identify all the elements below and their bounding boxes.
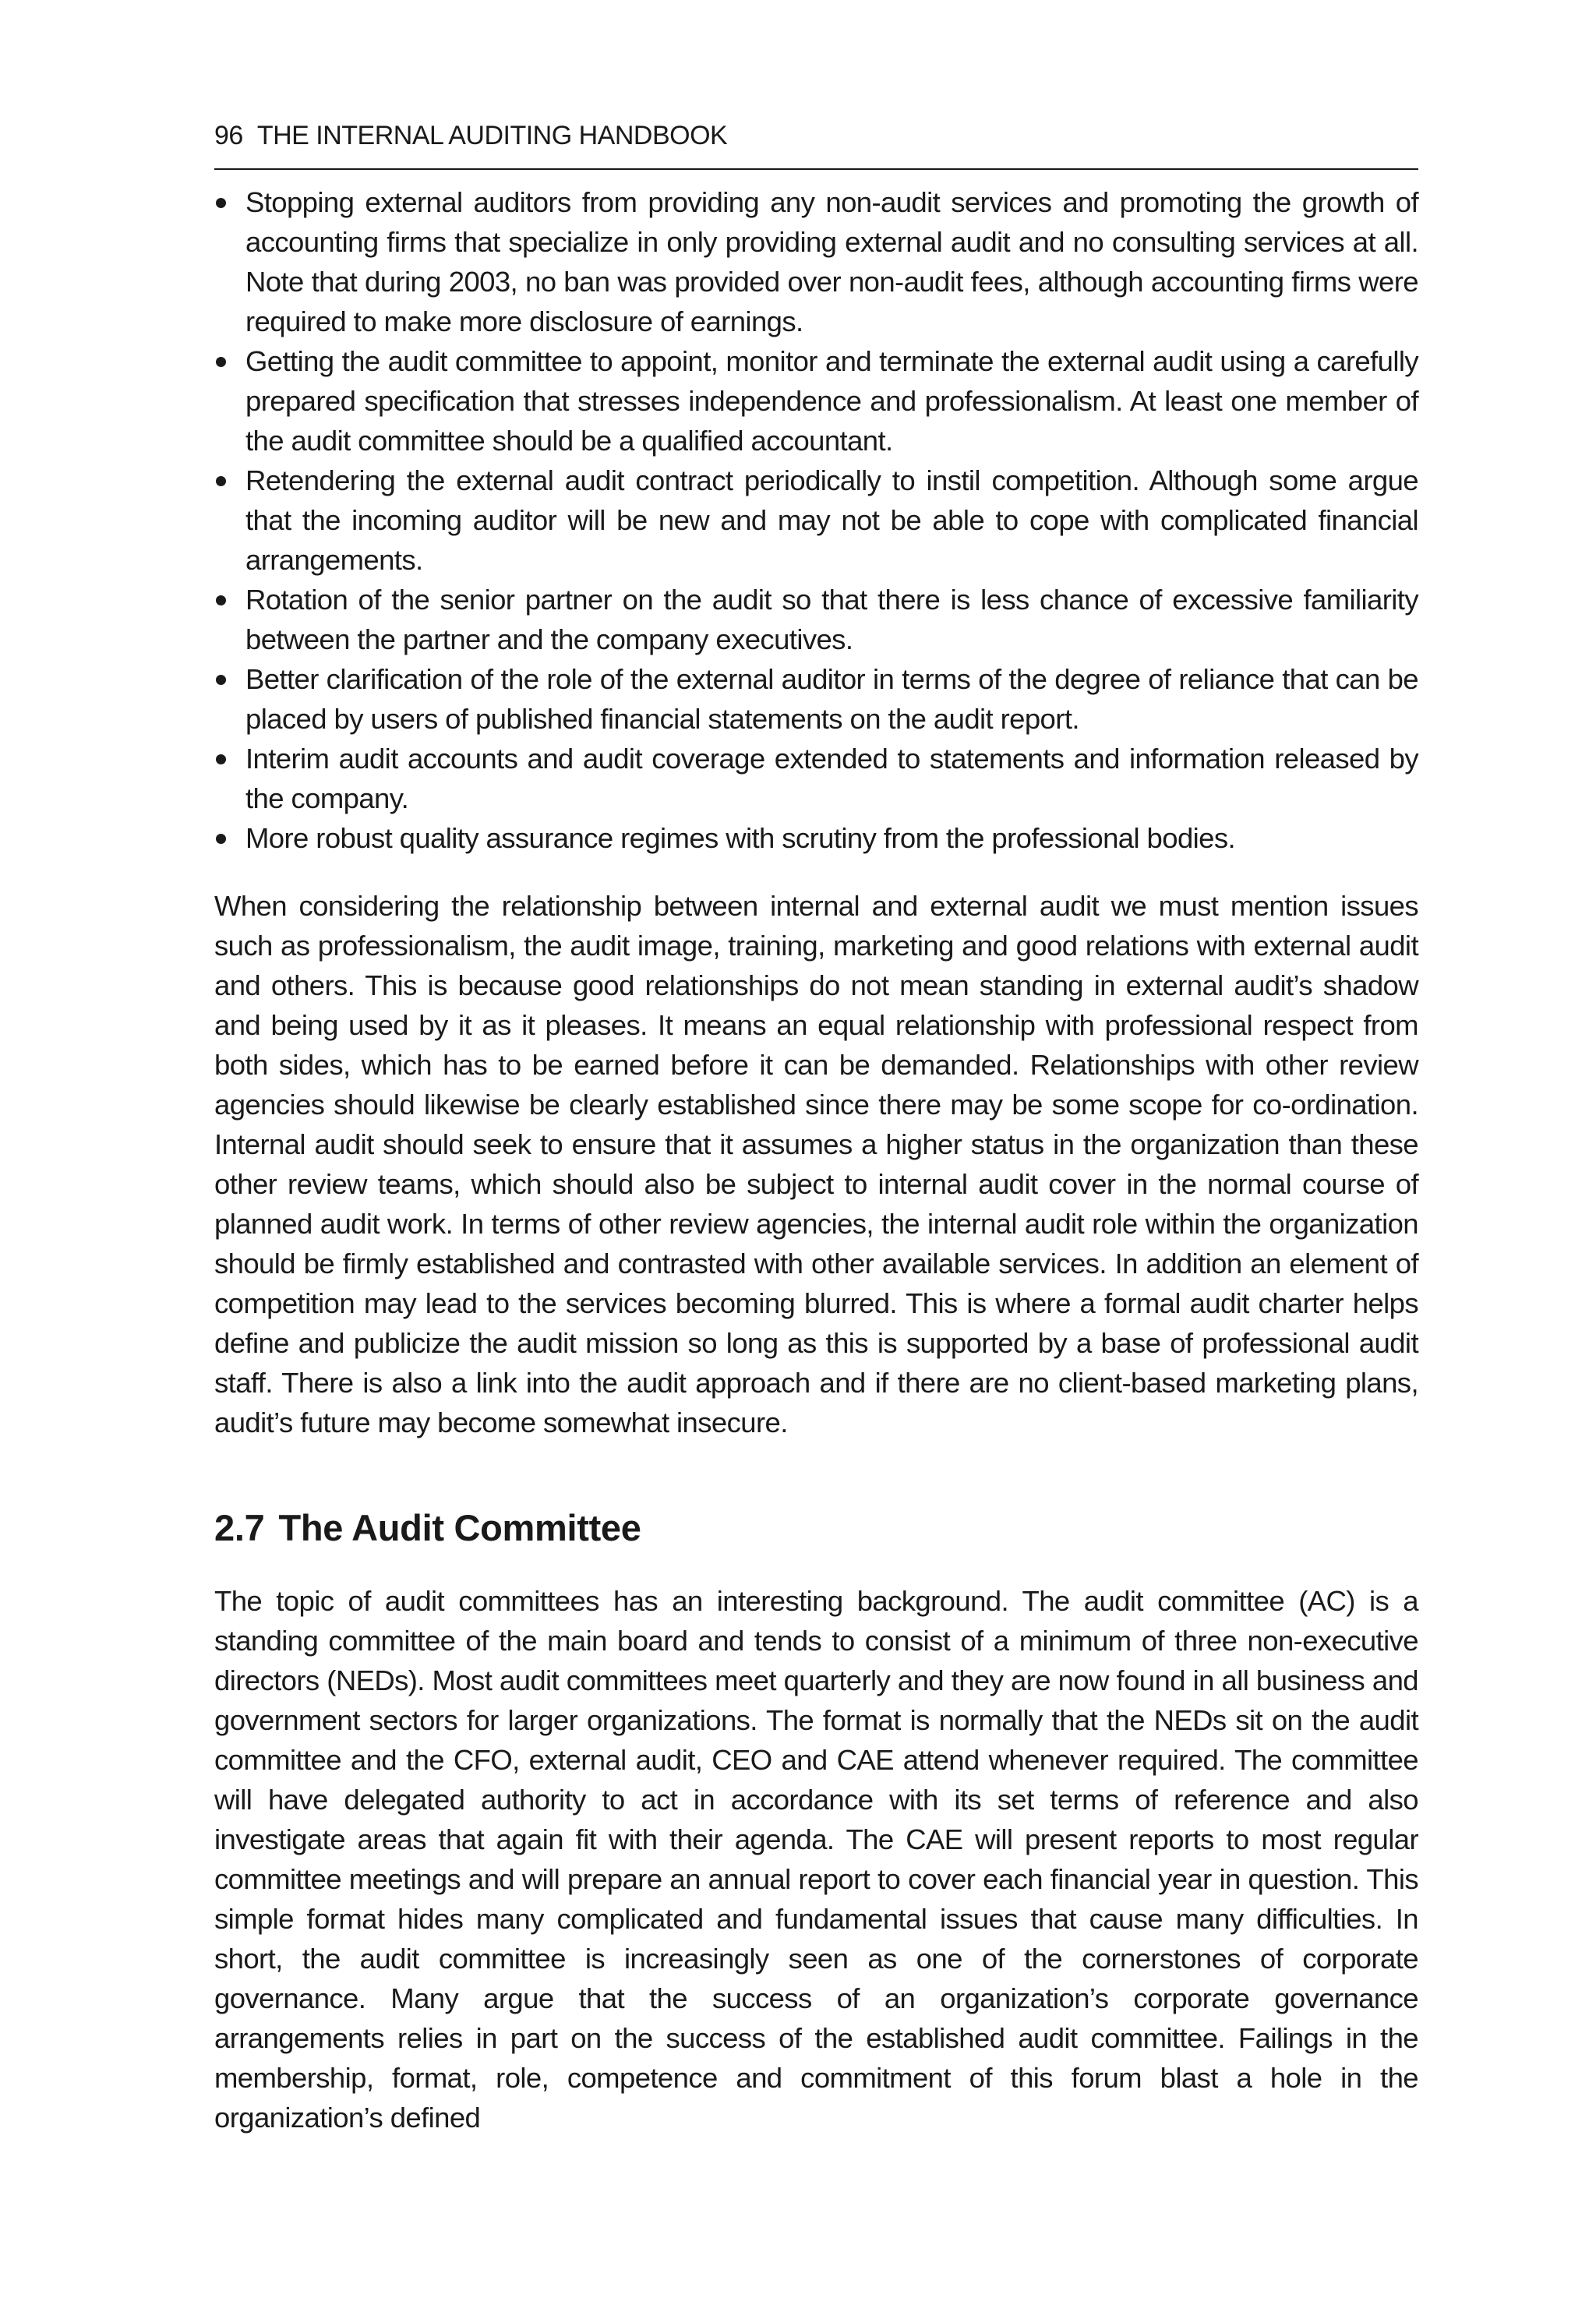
bullet-text: Rotation of the senior partner on the audit so that there is less chance of excessive familiarity between the partner and the company executives. [245,584,1418,655]
list-item [214,659,1418,739]
section-number: 2.7 [214,1507,265,1548]
bullet-icon [216,754,226,764]
list-item [214,182,1418,341]
bullet-list [214,182,1418,858]
body-paragraph-relationships: When considering the relationship between internal and external audit we must mention issues such as professionalism, the audit image, training, marketing and good relations with external audit and others. This is because good relationships do not mean standing in external audit’s shadow and being used by it as it pleases. It means an equal relationship with professional respect from both sides, which has to be earned before it can be demanded. Relationships with other review agencies should likewise be clearly established since there may be some scope for co-ordination. Internal audit should seek to ensure that it assumes a higher status in the organization than these other review teams, which should also be subject to internal audit cover in the normal course of planned audit work. In terms of other review agencies, the internal audit role within the organization should be firmly established and contrasted with other available services. In addition an element of competition may lead to the services becoming blurred. This is where a formal audit charter helps define and publicize the audit mission so long as this is supported by a base of professional audit staff. There is also a link into the audit approach and if there are no client-based marketing plans, audit’s future may become somewhat insecure. [214,890,1418,1438]
list-item [214,818,1418,858]
bullet-icon [216,198,226,208]
list-item [214,341,1418,461]
bullet-icon [216,595,226,605]
list-item [214,580,1418,659]
bullet-text: More robust quality assurance regimes with scrutiny from the professional bodies. [245,822,1236,854]
bullet-text: Stopping external auditors from providing any non-audit services and promoting the growth of accounting firms that specialize in only providing external audit and no consulting services at all. Note that during 2003, no ban was provided over non-audit fees, although accounting firms were required to make more disclosure of earnings. [245,186,1418,337]
page-number: 96 [214,121,243,150]
bullet-icon [216,357,226,367]
bullet-text: Retendering the external audit contract periodically to instil competition. Although some argue that the incoming auditor will be new and may not be able to cope with complicated financial arrangements. [245,464,1418,576]
list-item [214,739,1418,818]
body-paragraph-audit-committee: The topic of audit committees has an interesting background. The audit committee (AC) is a standing committee of the main board and tends to consist of a minimum of three non-executive directors (NEDs). Most audit committees meet quarterly and they are now found in all business and government sectors for larger organizations. The format is normally that the NEDs sit on the audit committee and the CFO, external audit, CEO and CAE attend whenever required. The committee will have delegated authority to act in accordance with its set terms of reference and also investigate areas that again fit with their agenda. The CAE will present reports to most regular committee meetings and will prepare an annual report to cover each financial year in question. This simple format hides many complicated and fundamental issues that cause many difficulties. In short, the audit committee is increasingly seen as one of the cornerstones of corporate governance. Many argue that the success of an organization’s corporate governance arrangements relies in part on the success of the established audit committee. Failings in the membership, format, role, competence and commitment of this forum blast a hole in the organization’s defined [214,1585,1418,2134]
running-header [214,117,1418,170]
section-title: The Audit Committee [278,1507,641,1548]
section-heading [214,1505,1418,1551]
bullet-icon [216,476,226,486]
bullet-text: Getting the audit committee to appoint, monitor and terminate the external audit using a carefully prepared specification that stresses independence and professionalism. At least one member of the audit committee should be a qualified accountant. [245,345,1418,457]
bullet-icon [216,834,226,844]
bullet-text: Interim audit accounts and audit coverage extended to statements and information released by the company. [245,743,1418,814]
running-title: THE INTERNAL AUDITING HANDBOOK [256,121,728,150]
bullet-icon [216,675,226,685]
book-page [214,117,1418,2137]
list-item [214,461,1418,580]
bullet-text: Better clarification of the role of the external auditor in terms of the degree of reliance that can be placed by users of published financial statements on the audit report. [245,663,1418,735]
